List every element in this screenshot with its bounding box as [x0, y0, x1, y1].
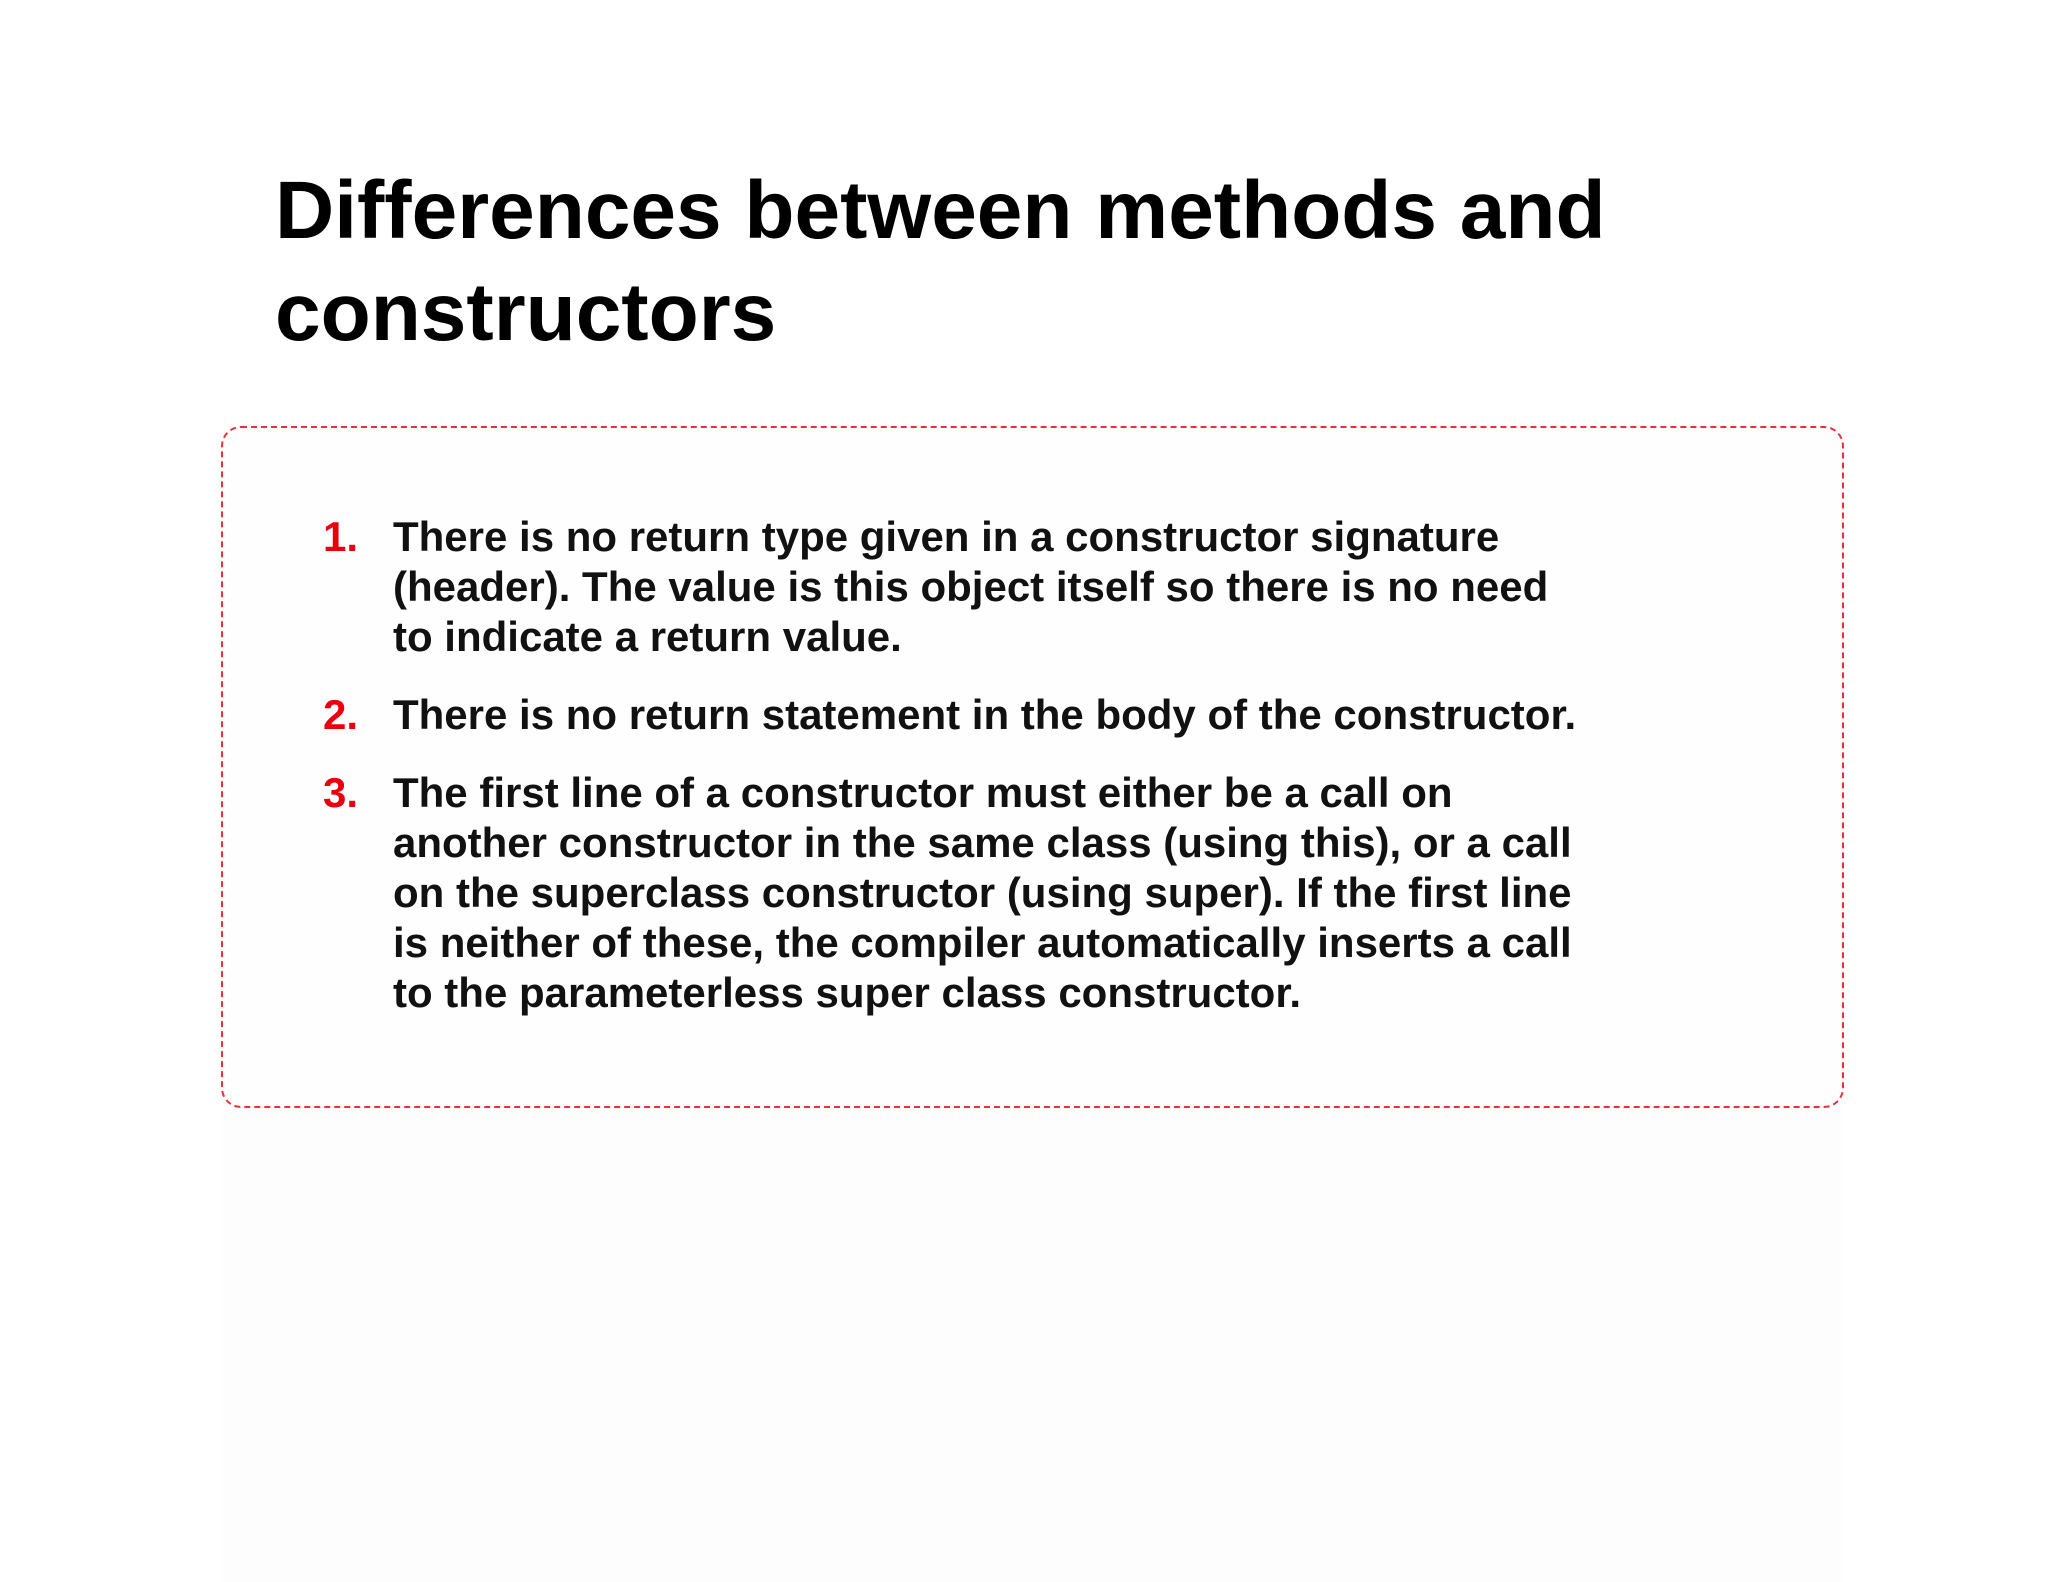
content-box [221, 426, 1844, 1108]
list-item-number: 3. [323, 769, 359, 816]
slide-title: Differences between methods and constructors [275, 165, 1606, 358]
list-item-text: The first line of a constructor must either be a call on another constructor in the same class (using this), or a call on the superclass constructor (using super). If the first line is neither of these, the compiler automatically inserts a call to the parameterless super class constructor. [393, 769, 1572, 1016]
list-item-text: There is no return statement in the body of the constructor. [393, 691, 1577, 738]
list-item-text: There is no return type given in a constructor signature (header). The value is this object itself so there is no need to indicate a return value. [393, 513, 1549, 660]
list-item-number: 1. [323, 513, 359, 560]
list-item-number: 2. [323, 691, 359, 738]
page-background [222, 1100, 1842, 1582]
